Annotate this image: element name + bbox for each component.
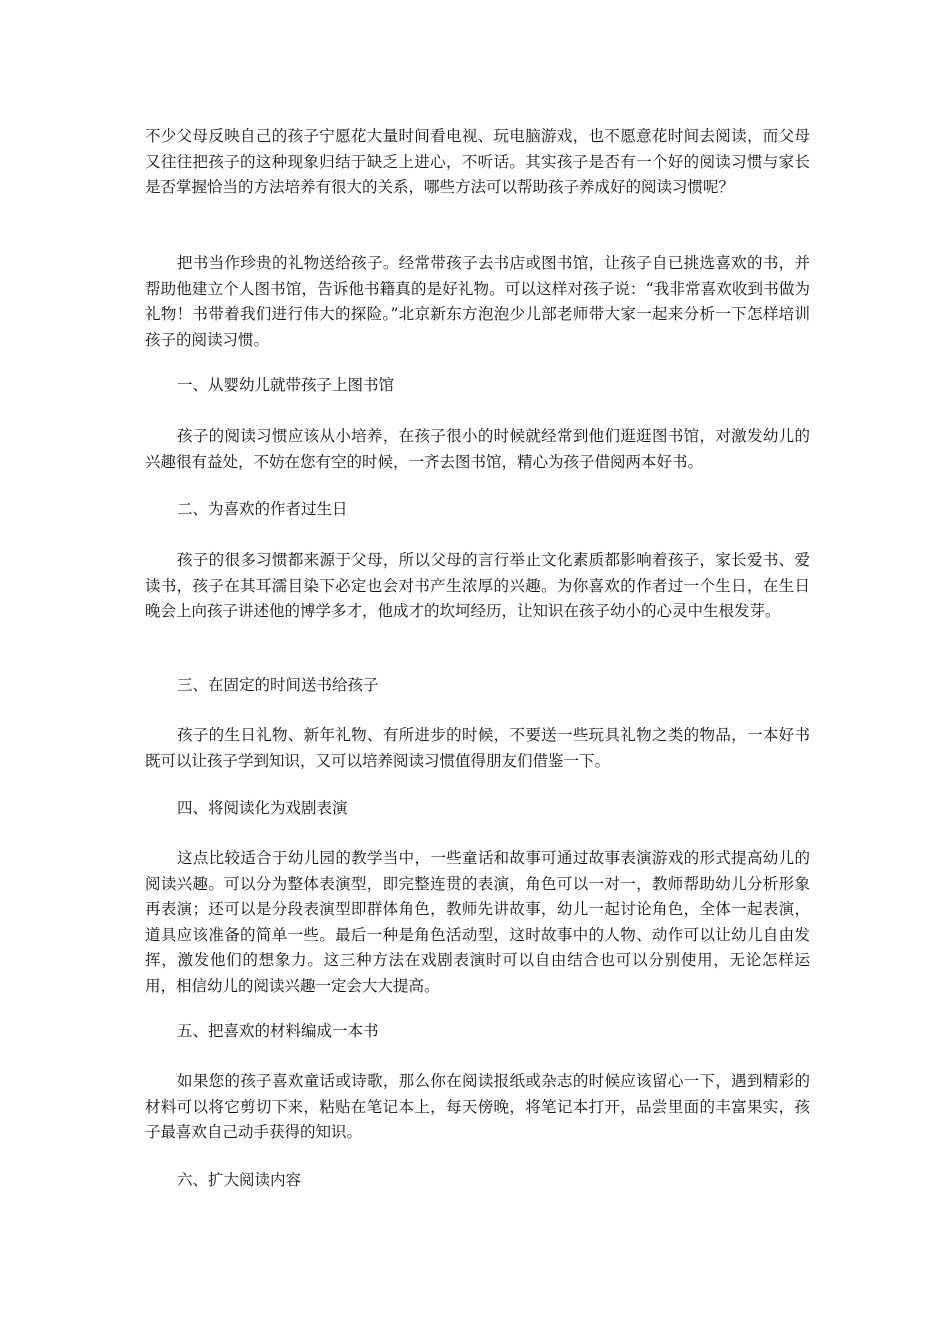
section-heading-1: 一、从婴幼儿就带孩子上图书馆 — [177, 376, 395, 394]
section-heading-4: 四、将阅读化为戏剧表演 — [177, 799, 348, 817]
section-body-1: 孩子的阅读习惯应该从小培养，在孩子很小的时候就经常到他们逛逛图书馆，对激发幼儿的兴趣很有益处，不妨在您有空的时候，一齐去图书馆，精心为孩子借阅两本好书。 — [145, 427, 810, 471]
section-body-3: 孩子的生日礼物、新年礼物、有所进步的时候，不要送一些玩具礼物之类的物品，一本好书既可以让孩子学到知识，又可以培养阅读习惯值得朋友们借鉴一下。 — [145, 726, 810, 770]
section-body-2: 孩子的很多习惯都来源于父母，所以父母的言行举止文化素质都影响着孩子，家长爱书、爱读书，孩子在其耳濡目染下必定也会对书产生浓厚的兴趣。为你喜欢的作者过一个生日，在生日晚会上向孩子讲述他的博学多才，他成才的坎坷经历，让知识在孩子幼小的心灵中生根发芽。 — [145, 551, 810, 620]
section-heading-5: 五、把喜欢的材料编成一本书 — [177, 1022, 379, 1040]
section-heading-3: 三、在固定的时间送书给孩子 — [177, 676, 379, 694]
section-body-5: 如果您的孩子喜欢童话或诗歌，那么你在阅读报纸或杂志的时候应该留心一下，遇到精彩的材料可以将它剪切下来，粘贴在笔记本上，每天傍晚，将笔记本打开，品尝里面的丰富果实，孩子最喜欢自己动手获得的知识。 — [145, 1072, 810, 1141]
intro-paragraph: 不少父母反映自己的孩子宁愿花大量时间看电视、玩电脑游戏，也不愿意花时间去阅读，而父母又往往把孩子的这种现象归结于缺乏上进心，不听话。其实孩子是否有一个好的阅读习惯与家长是否掌握恰当的方法培养有很大的关系，哪些方法可以帮助孩子养成好的阅读习惯呢？ — [145, 127, 810, 196]
section-heading-6: 六、扩大阅读内容 — [177, 1171, 302, 1189]
section-heading-2: 二、为喜欢的作者过生日 — [177, 500, 348, 518]
section-body-4: 这点比较适合于幼儿园的教学当中，一些童话和故事可通过故事表演游戏的形式提高幼儿的阅读兴趣。可以分为整体表演型，即完整连贯的表演，角色可以一对一，教师帮助幼儿分析形象再表演；还可以是分段表演型即群体角色，教师先讲故事，幼儿一起讨论角色，全体一起表演，道具应该准备的简单一些。最后一种是角色活动型，这时故事中的人物、动作可以让幼儿自由发挥，激发他们的想象力。这三种方法在戏剧表演时可以自由结合也可以分别使用，无论怎样运用，相信幼儿的阅读兴趣一定会大大提高。 — [145, 849, 810, 995]
gift-books-paragraph: 把书当作珍贵的礼物送给孩子。经常带孩子去书店或图书馆，让孩子自已挑选喜欢的书，并帮助他建立个人图书馆，告诉他书籍真的是好礼物。可以这样对孩子说：“我非常喜欢收到书做为礼物！书带着我们进行伟大的探险。”北京新东方泡泡少儿部老师带大家一起来分析一下怎样培训孩子的阅读习惯。 — [145, 254, 810, 349]
